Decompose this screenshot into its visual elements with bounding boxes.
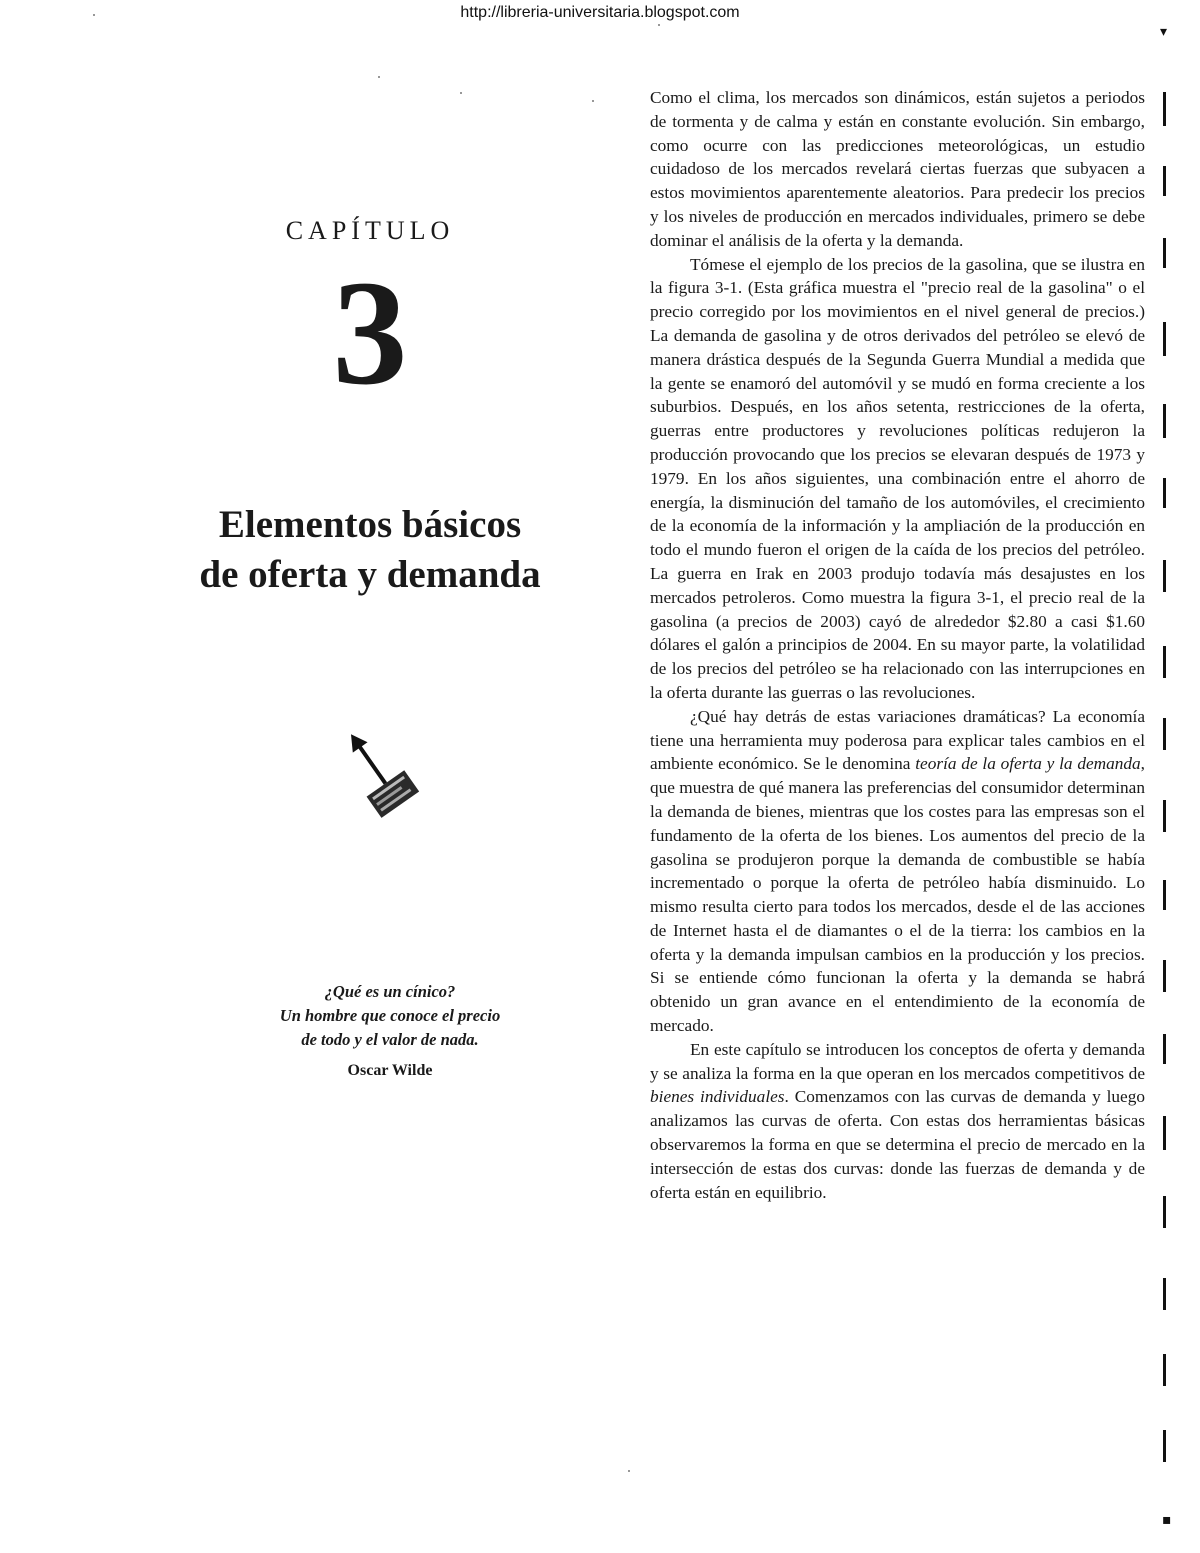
- epigraph-author: Oscar Wilde: [347, 1062, 433, 1079]
- epigraph-line-2: Un hombre que conoce el precio: [279, 1006, 501, 1025]
- margin-mark: [1163, 1278, 1166, 1310]
- margin-mark: [1163, 800, 1166, 832]
- margin-mark: [1163, 560, 1166, 592]
- margin-mark: [1163, 1116, 1166, 1150]
- paragraph-3-text-a: ¿Qué hay detrás de estas variaciones dramáticas? La economía tiene una herramienta muy poderosa para explicar tales cambios en el ambiente económico. Se le denomina: [650, 706, 1145, 774]
- chapter-title-line-2: de oferta y demanda: [199, 553, 541, 596]
- margin-mark: [1163, 92, 1166, 126]
- epigraph-line-1: ¿Qué es un cínico?: [324, 982, 456, 1001]
- margin-mark: [1163, 166, 1166, 196]
- chapter-title-line-1: Elementos básicos: [218, 503, 522, 546]
- margin-mark: [1163, 718, 1166, 750]
- scan-corner-mark-top: ▾: [1160, 24, 1168, 40]
- margin-mark: [1163, 238, 1166, 268]
- scan-speck: [658, 24, 660, 26]
- chapter-number: 3: [332, 250, 408, 416]
- margin-mark: [1163, 880, 1166, 910]
- scan-speck: [592, 100, 594, 102]
- body-text: [650, 86, 1145, 1204]
- source-url: http://libreria-universitaria.blogspot.com: [460, 4, 740, 21]
- chapter-title: [150, 500, 590, 600]
- paragraph-4-text-b: . Comenzamos con las curvas de demanda y luego analizamos las curvas de oferta. Con estas dos herramientas básicas observaremos la forma en que se determina el precio de mercado en la intersección de estas dos curvas: donde las fuerzas de demanda y de oferta están en equilibrio.: [650, 1087, 1145, 1202]
- margin-mark: [1163, 1354, 1166, 1386]
- margin-mark: [1163, 478, 1166, 508]
- epigraph: [220, 980, 560, 1052]
- scan-margin-marks: [1163, 0, 1171, 1553]
- paragraph-3-text-b: , que muestra de qué manera las preferencias del consumidor determinan la demanda de bienes, mientras que los costes para las empresas son el fundamento de la oferta de los bienes. Los aumentos del precio de la gasolina se produjeron porque la demanda de combustible se había incrementado o porque la oferta de petróleo había disminuido. Lo mismo resulta cierto para todos los mercados, desde el de las acciones de Internet hasta el de diamantes o el de la tierra: los cambios en la oferta y la demanda impulsan cambios en la producción y los precios. Si se entiende cómo funcionan la oferta y la demanda se habrá obtenido un gran avance en el entendimiento de la economía de mercado.: [650, 754, 1145, 1036]
- epigraph-line-3: de todo y el valor de nada.: [301, 1030, 479, 1049]
- paragraph-3: [650, 705, 1145, 1038]
- upward-arrow-icon: [345, 720, 435, 830]
- margin-mark: [1163, 646, 1166, 678]
- scan-speck: [93, 14, 95, 16]
- paragraph-4-text-a: En este capítulo se introducen los conceptos de oferta y demanda y se analiza la forma en la que operan en los mercados competitivos de: [650, 1039, 1145, 1083]
- margin-mark: [1163, 1430, 1166, 1462]
- margin-mark: [1163, 960, 1166, 992]
- paragraph-4: [650, 1038, 1145, 1205]
- paragraph-1: Como el clima, los mercados son dinámicos, están sujetos a periodos de tormenta y de calma y están en constante evolución. Sin embargo, como ocurre con las predicciones meteorológicas, un estudio cuidadoso de los mercados revelará ciertas fuerzas que subyacen a estos movimientos aparentemente aleatorios. Para predecir los precios y los niveles de producción en mercados individuales, primero se debe dominar el análisis de la oferta y la demanda.: [650, 88, 1145, 250]
- margin-mark: [1163, 1034, 1166, 1064]
- paragraph-2: Tómese el ejemplo de los precios de la gasolina, que se ilustra en la figura 3-1. (Esta gráfica muestra el "precio real de la gasolina" o el precio corregido por los movimientos en el nivel general de precios.) La demanda de gasolina y de otros derivados del petróleo se elevó de manera drástica después de la Segunda Guerra Mundial a medida que la gente se enamoró del automóvil y se mudó en forma creciente a los suburbios. Después, en los años setenta, restricciones de la oferta, guerras entre productores y revoluciones políticas redujeron la producción provocando que los precios se elevaran después de 1973 y 1979. En los años siguientes, una combinación entre el ahorro de energía, la disminución del tamaño de los automóviles, el crecimiento de la economía de la información y la ampliación de la producción en todo el mundo fueron el origen de la caída de los precios del petróleo. La guerra en Irak en 2003 produjo todavía más desajustes en los mercados petroleros. Como muestra la figura 3-1, el precio real de la gasolina (a precios de 2003) cayó de alrededor $2.80 a casi $1.60 dólares el galón a principios de 2004. En su mayor parte, la volatilidad de los precios del petróleo se ha relacionado con las interrupciones en la oferta durante las guerras o las revoluciones.: [650, 254, 1145, 702]
- scan-speck: [460, 92, 462, 94]
- scan-speck: [628, 1470, 630, 1472]
- chapter-opener: [150, 0, 590, 1553]
- scan-speck: [378, 76, 380, 78]
- margin-mark: [1163, 404, 1166, 438]
- margin-mark: [1163, 1196, 1166, 1228]
- paragraph-4-emphasis: bienes individuales: [650, 1087, 785, 1107]
- paragraph-3-emphasis: teoría de la oferta y la demanda: [915, 754, 1141, 774]
- margin-mark: [1163, 322, 1166, 356]
- scan-corner-mark-bottom: ▪: [1162, 1512, 1172, 1528]
- chapter-label: CAPÍTULO: [285, 216, 455, 245]
